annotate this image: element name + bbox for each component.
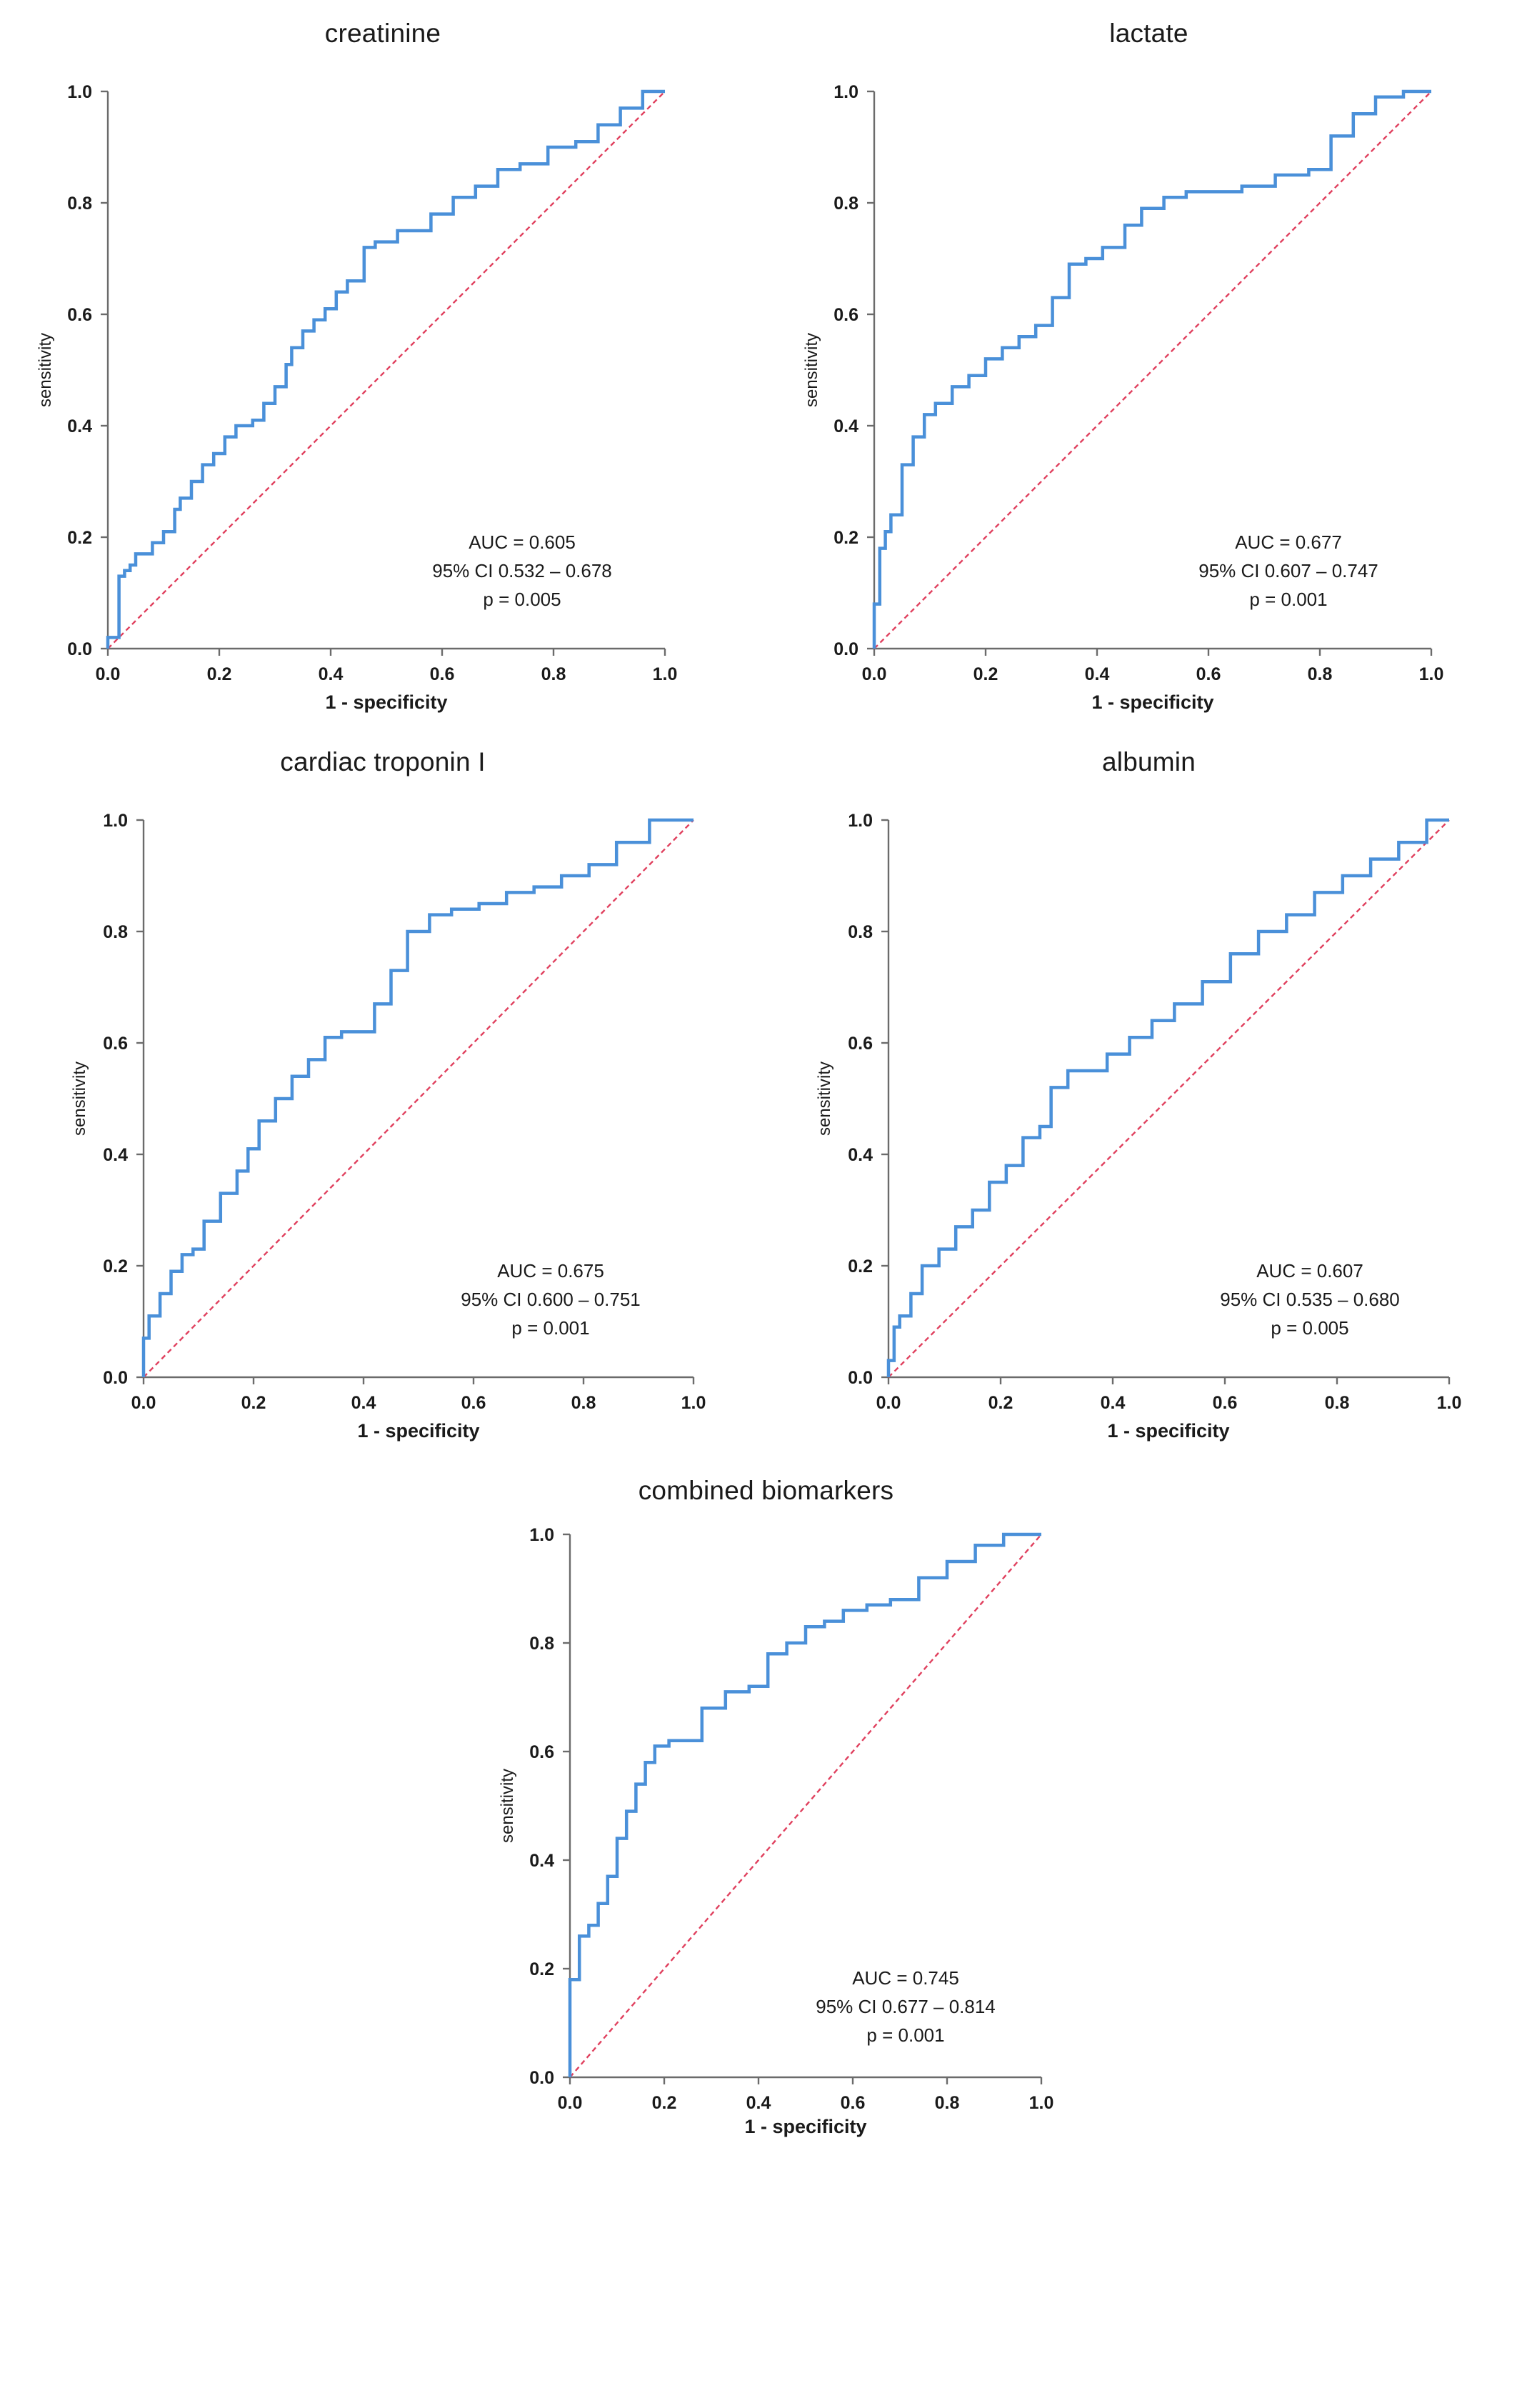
- y-tick-3: 0.6: [833, 305, 858, 325]
- y-axis-title: sensitivity: [814, 1061, 834, 1136]
- plot-area-troponin: [22, 777, 744, 1442]
- roc-panel-combined: [384, 1457, 1149, 2172]
- plot-area-albumin: [788, 777, 1510, 1442]
- roc-panel-albumin: [766, 729, 1532, 1457]
- plot-area-combined: [406, 1506, 1127, 2137]
- x-tick-0: 0.0: [557, 2093, 582, 2113]
- x-tick-2: 0.4: [1100, 1393, 1125, 1413]
- stats-annotation: [461, 1260, 641, 1339]
- y-tick-0: 0.0: [529, 2068, 554, 2088]
- y-tick-labels: [848, 811, 873, 1388]
- p-label: p = 0.001: [866, 2024, 945, 2046]
- x-axis-title: 1 - specificity: [1106, 1420, 1230, 1442]
- roc-svg-albumin: [788, 777, 1510, 1442]
- stats-annotation: [1198, 531, 1378, 610]
- y-axis-title: sensitivity: [801, 332, 821, 408]
- y-tick-2: 0.4: [67, 416, 92, 436]
- y-tick-1: 0.2: [103, 1257, 128, 1277]
- panel-title-lactate: lactate: [1109, 19, 1188, 48]
- panel-title-troponin: cardiac troponin I: [280, 747, 486, 776]
- x-tick-2: 0.4: [351, 1393, 376, 1413]
- y-tick-4: 0.8: [67, 194, 92, 214]
- stats-annotation: [432, 531, 612, 610]
- y-tick-labels: [67, 82, 92, 659]
- p-label: p = 0.005: [1270, 1317, 1349, 1339]
- x-tick-3: 0.6: [1212, 1393, 1237, 1413]
- x-tick-4: 0.8: [541, 664, 566, 684]
- panel-title-combined: combined biomarkers: [638, 1476, 894, 1505]
- y-tick-1: 0.2: [847, 1257, 873, 1277]
- y-tick-2: 0.4: [103, 1145, 128, 1165]
- x-tick-3: 0.6: [840, 2093, 865, 2113]
- x-axis-title: 1 - specificity: [325, 691, 448, 713]
- roc-svg-combined: [406, 1506, 1127, 2137]
- x-tick-labels: [96, 664, 678, 684]
- x-tick-4: 0.8: [1307, 664, 1332, 684]
- ci-label: 95% CI 0.677 – 0.814: [815, 1996, 996, 2017]
- x-tick-1: 0.2: [241, 1393, 266, 1413]
- x-tick-0: 0.0: [131, 1393, 156, 1413]
- y-tick-labels: [103, 811, 128, 1388]
- x-tick-4: 0.8: [1324, 1393, 1349, 1413]
- y-tick-4: 0.8: [847, 922, 873, 942]
- auc-label: AUC = 0.675: [497, 1260, 604, 1282]
- x-tick-1: 0.2: [973, 664, 998, 684]
- y-tick-5: 1.0: [103, 811, 128, 831]
- x-tick-3: 0.6: [1196, 664, 1221, 684]
- x-tick-labels: [131, 1393, 706, 1413]
- x-tick-5: 1.0: [681, 1393, 706, 1413]
- y-tick-3: 0.6: [529, 1742, 554, 1762]
- y-tick-1: 0.2: [529, 1959, 554, 1979]
- x-tick-5: 1.0: [1436, 1393, 1461, 1413]
- x-tick-5: 1.0: [652, 664, 678, 684]
- y-tick-2: 0.4: [847, 1145, 873, 1165]
- auc-label: AUC = 0.605: [469, 531, 576, 553]
- x-tick-4: 0.8: [934, 2093, 959, 2113]
- y-axis-title: sensitivity: [70, 1061, 89, 1136]
- x-tick-1: 0.2: [206, 664, 232, 684]
- y-tick-3: 0.6: [103, 1034, 128, 1054]
- x-tick-labels: [876, 1393, 1461, 1413]
- x-tick-4: 0.8: [571, 1393, 596, 1413]
- y-tick-0: 0.0: [847, 1368, 873, 1388]
- y-tick-4: 0.8: [103, 922, 128, 942]
- x-tick-5: 1.0: [1418, 664, 1443, 684]
- x-tick-2: 0.4: [1084, 664, 1109, 684]
- y-tick-5: 1.0: [833, 82, 858, 102]
- panel-title-creatinine: creatinine: [324, 19, 441, 48]
- roc-panel-lactate: [766, 0, 1532, 729]
- x-tick-2: 0.4: [318, 664, 344, 684]
- roc-panel-creatinine: [0, 0, 766, 729]
- ci-label: 95% CI 0.607 – 0.747: [1198, 560, 1378, 581]
- stats-annotation: [816, 1967, 996, 2046]
- x-axis-title: 1 - specificity: [744, 2116, 867, 2137]
- plot-area-creatinine: [22, 49, 744, 713]
- y-tick-2: 0.4: [529, 1851, 554, 1871]
- y-tick-3: 0.6: [67, 305, 92, 325]
- p-label: p = 0.005: [483, 589, 561, 610]
- roc-svg-creatinine: [22, 49, 744, 713]
- y-tick-5: 1.0: [529, 1525, 554, 1545]
- y-tick-5: 1.0: [847, 811, 873, 831]
- ci-label: 95% CI 0.532 – 0.678: [432, 560, 612, 581]
- y-tick-3: 0.6: [847, 1034, 873, 1054]
- y-axis-title: sensitivity: [497, 1768, 517, 1844]
- y-tick-labels: [529, 1525, 554, 2088]
- ci-label: 95% CI 0.600 – 0.751: [461, 1289, 641, 1310]
- y-tick-5: 1.0: [67, 82, 92, 102]
- y-tick-0: 0.0: [67, 639, 92, 659]
- stats-annotation: [1220, 1260, 1400, 1339]
- p-label: p = 0.001: [1248, 589, 1328, 610]
- y-tick-labels: [833, 82, 858, 659]
- panel-title-albumin: albumin: [1102, 747, 1196, 776]
- x-tick-3: 0.6: [429, 664, 455, 684]
- y-axis-title: sensitivity: [36, 332, 55, 408]
- y-tick-0: 0.0: [103, 1368, 128, 1388]
- x-tick-0: 0.0: [876, 1393, 901, 1413]
- ci-label: 95% CI 0.535 – 0.680: [1219, 1289, 1400, 1310]
- x-axis-title: 1 - specificity: [1091, 691, 1214, 713]
- x-axis-title: 1 - specificity: [357, 1420, 480, 1442]
- roc-svg-troponin: [22, 777, 744, 1442]
- x-tick-0: 0.0: [95, 664, 121, 684]
- auc-label: AUC = 0.677: [1234, 531, 1342, 553]
- roc-svg-lactate: [788, 49, 1510, 713]
- y-tick-2: 0.4: [833, 416, 858, 436]
- y-tick-1: 0.2: [67, 528, 92, 548]
- x-tick-1: 0.2: [988, 1393, 1013, 1413]
- y-tick-4: 0.8: [833, 194, 858, 214]
- x-tick-3: 0.6: [461, 1393, 486, 1413]
- p-label: p = 0.001: [511, 1317, 590, 1339]
- y-tick-0: 0.0: [833, 639, 858, 659]
- x-tick-1: 0.2: [651, 2093, 676, 2113]
- auc-label: AUC = 0.607: [1256, 1260, 1363, 1282]
- x-tick-2: 0.4: [746, 2093, 771, 2113]
- x-tick-labels: [861, 664, 1443, 684]
- y-tick-1: 0.2: [833, 528, 858, 548]
- plot-area-lactate: [788, 49, 1510, 713]
- x-tick-5: 1.0: [1028, 2093, 1053, 2113]
- y-tick-4: 0.8: [529, 1634, 554, 1654]
- x-tick-labels: [557, 2093, 1053, 2113]
- x-tick-0: 0.0: [861, 664, 886, 684]
- roc-panel-troponin: [0, 729, 766, 1457]
- auc-label: AUC = 0.745: [851, 1967, 959, 1989]
